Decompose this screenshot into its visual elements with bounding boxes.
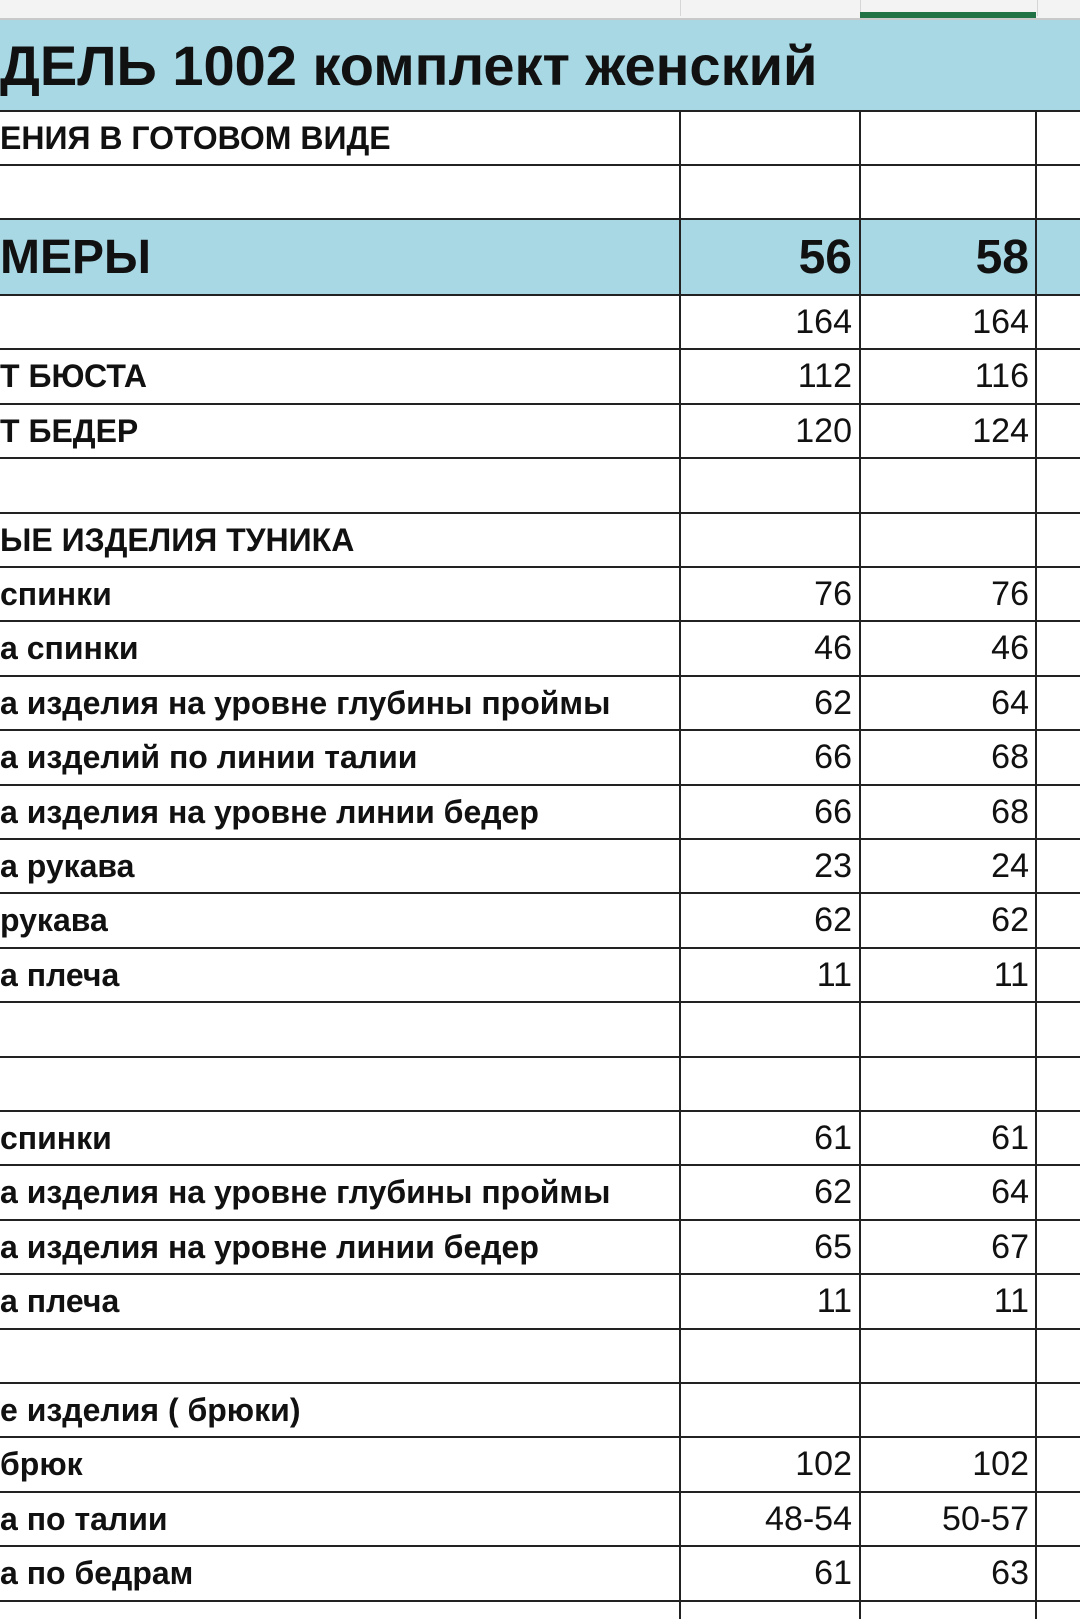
table-row[interactable] [0, 1112, 1080, 1166]
grid-line [859, 112, 861, 1619]
row-label-cell[interactable]: ЫЕ ИЗДЕЛИЯ ТУНИКА [0, 521, 355, 558]
selected-column-indicator [860, 12, 1036, 18]
column-header-bar [0, 0, 1080, 20]
sheet-subtitle: ЕНИЯ В ГОТОВОМ ВИДЕ [0, 119, 391, 156]
size-58-value-cell[interactable] [861, 1330, 1037, 1382]
size-58-value-cell[interactable]: 68 [991, 738, 1029, 776]
table-row[interactable] [0, 514, 1080, 568]
row-label-cell[interactable]: а изделия на уровне глубины проймы [0, 1174, 611, 1210]
size-56-value-cell[interactable]: 61 [814, 1554, 852, 1592]
blank-row[interactable] [0, 166, 1080, 220]
size-56-value-cell[interactable]: 11 [816, 1282, 852, 1320]
row-label-cell[interactable] [0, 1058, 680, 1110]
row-label-cell[interactable]: а плеча [0, 1283, 120, 1319]
table-row[interactable] [0, 786, 1080, 840]
table-row[interactable] [0, 840, 1080, 894]
sheet-title: ДЕЛЬ 1002 комплект женский [0, 33, 818, 97]
row-label-cell[interactable]: Т БЮСТА [0, 358, 147, 394]
table-row[interactable] [0, 1275, 1080, 1330]
subtitle-cell[interactable] [0, 112, 680, 164]
table-row[interactable] [0, 1003, 1080, 1058]
size-56-value-cell[interactable]: 66 [814, 792, 852, 831]
size-58-value-cell[interactable] [861, 1058, 1037, 1110]
subtitle-row[interactable] [0, 112, 1080, 166]
row-label-cell[interactable]: а изделия на уровне глубины проймы [0, 684, 611, 721]
size-56-value-cell[interactable]: 48-54 [765, 1499, 852, 1538]
row-label-cell[interactable]: а изделия на уровне линии бедер [0, 793, 539, 830]
size-58-value-cell[interactable]: 116 [974, 357, 1029, 395]
size-56-value-cell[interactable]: 46 [814, 629, 852, 667]
size-56-value-cell[interactable]: 62 [814, 901, 852, 939]
size-58-value-cell[interactable]: 24 [991, 846, 1029, 885]
row-label-cell[interactable] [0, 1003, 680, 1056]
table-row[interactable] [0, 1221, 1080, 1275]
size-56-value-cell[interactable]: 102 [795, 1445, 852, 1483]
table-row[interactable] [0, 677, 1080, 731]
row-label-cell[interactable]: а спинки [0, 630, 139, 666]
table-row[interactable] [0, 622, 1080, 677]
size-56-value-cell[interactable] [681, 514, 860, 566]
row-label-cell[interactable]: Т БЕДЕР [0, 412, 139, 449]
table-row[interactable] [0, 1330, 1080, 1384]
size-58-value-cell[interactable]: 102 [972, 1445, 1029, 1483]
row-label-cell[interactable] [0, 459, 680, 512]
size-56-value-cell[interactable]: 164 [795, 302, 852, 341]
row-label-cell[interactable] [0, 296, 680, 348]
size-56-value-cell[interactable] [681, 1330, 860, 1382]
sizes-label-cell[interactable]: МЕРЫ [0, 230, 152, 284]
table-row[interactable] [0, 405, 1080, 459]
size-56-value-cell[interactable]: 66 [814, 738, 852, 776]
size-58-value-cell[interactable]: 11 [993, 1282, 1029, 1320]
grid-line [1035, 112, 1037, 1619]
sizes-header-row[interactable] [0, 220, 1080, 296]
column-header[interactable] [0, 0, 681, 16]
row-label-cell[interactable]: спинки [0, 575, 112, 612]
row-label-cell[interactable]: а плеча [0, 956, 120, 993]
table-row[interactable] [0, 296, 1080, 350]
size-58-value-cell[interactable]: 61 [991, 1118, 1029, 1157]
row-label-cell[interactable]: а по бедрам [0, 1555, 194, 1591]
title-cell[interactable] [0, 20, 1040, 110]
table-row[interactable] [0, 568, 1080, 622]
size-56-value-cell[interactable]: 23 [814, 846, 852, 885]
size-58-value-cell[interactable]: 68 [991, 792, 1029, 831]
table-row[interactable] [0, 350, 1080, 405]
size-56-value-cell[interactable] [681, 1384, 860, 1436]
size-56-value-cell[interactable]: 65 [814, 1227, 852, 1266]
row-label-cell[interactable]: е изделия ( брюки) [0, 1391, 301, 1428]
table-row[interactable] [0, 949, 1080, 1003]
row-label-cell[interactable]: а изделий по линии талии [0, 739, 418, 775]
size-58-value-cell[interactable]: 11 [993, 955, 1029, 994]
title-row[interactable] [0, 20, 1080, 112]
row-label-cell[interactable]: спинки [0, 1119, 112, 1156]
size-56-value-cell[interactable] [681, 1058, 860, 1110]
row-label-cell[interactable]: а рукава [0, 847, 135, 884]
row-label-cell[interactable]: рукава [0, 902, 108, 938]
size-58-value-cell[interactable]: 64 [991, 683, 1029, 722]
size-58-cell[interactable]: 58 [975, 230, 1029, 284]
size-58-value-cell[interactable]: 76 [991, 574, 1029, 613]
size-56-value-cell[interactable] [681, 459, 860, 512]
column-header[interactable] [681, 0, 861, 16]
size-58-value-cell[interactable] [861, 514, 1037, 566]
size-58-value-cell[interactable]: 63 [991, 1554, 1029, 1592]
row-label-cell[interactable]: а по талии [0, 1500, 168, 1537]
size-58-value-cell[interactable]: 50-57 [942, 1499, 1029, 1538]
grid-line [679, 112, 681, 1619]
size-56-value-cell[interactable]: 120 [795, 411, 852, 450]
size-58-value-cell[interactable]: 164 [972, 302, 1029, 341]
table-row[interactable] [0, 731, 1080, 786]
table-row[interactable] [0, 1058, 1080, 1112]
table-row[interactable] [0, 894, 1080, 949]
size-56-value-cell[interactable]: 76 [814, 574, 852, 613]
table-row[interactable] [0, 1547, 1080, 1602]
size-58-value-cell[interactable] [861, 459, 1037, 512]
table-row[interactable] [0, 1166, 1080, 1221]
size-56-value-cell[interactable]: 62 [814, 683, 852, 722]
table-row[interactable] [0, 459, 1080, 514]
size-56-cell[interactable]: 56 [798, 230, 852, 284]
table-row[interactable] [0, 1493, 1080, 1547]
row-label-cell[interactable]: а изделия на уровне линии бедер [0, 1228, 539, 1265]
size-58-value-cell[interactable]: 64 [991, 1173, 1029, 1211]
row-label-cell[interactable]: брюк [0, 1446, 83, 1482]
size-58-value-cell[interactable] [861, 1384, 1037, 1436]
table-row[interactable] [0, 1384, 1080, 1438]
size-56-value-cell[interactable]: 11 [816, 955, 852, 994]
size-58-value-cell[interactable] [861, 1003, 1037, 1056]
size-58-value-cell[interactable]: 62 [991, 901, 1029, 939]
size-56-value-cell[interactable]: 61 [814, 1118, 852, 1157]
size-56-value-cell[interactable]: 112 [797, 357, 852, 395]
size-58-value-cell[interactable]: 67 [991, 1227, 1029, 1266]
size-56-value-cell[interactable]: 62 [814, 1173, 852, 1211]
size-58-value-cell[interactable]: 46 [991, 629, 1029, 667]
size-56-value-cell[interactable] [681, 1003, 860, 1056]
size-58-value-cell[interactable]: 124 [972, 411, 1029, 450]
row-label-cell[interactable] [0, 1330, 680, 1382]
table-row[interactable] [0, 1438, 1080, 1493]
